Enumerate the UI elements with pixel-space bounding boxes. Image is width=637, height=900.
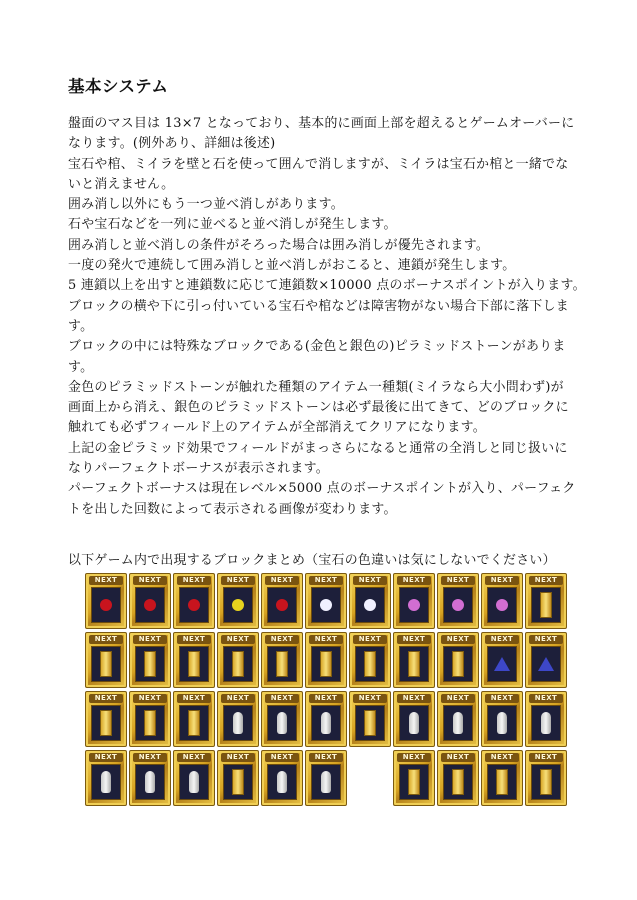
tile-window <box>399 646 429 682</box>
stone-block-icon <box>320 651 332 677</box>
next-label: NEXT <box>441 753 475 762</box>
tile-window <box>355 587 385 623</box>
body-line: 囲み消しと並べ消しの条件がそろった場合は囲み消しが優先されます。 <box>68 237 490 253</box>
mummy-icon <box>233 712 243 734</box>
body-line: なりパーフェクトボーナスが表示されます。 <box>68 461 329 477</box>
tile-window <box>355 705 385 741</box>
stone-block-icon <box>188 710 200 736</box>
gem-icon <box>408 599 420 611</box>
mummy-icon <box>277 771 287 793</box>
section-heading: 基本システム <box>68 77 169 96</box>
body-line: 5 連鎖以上を出すと連鎖数に応じて連鎖数×10000 点のボーナスポイントが入ります。 <box>68 278 586 294</box>
next-block-tile <box>393 750 435 806</box>
next-block-tile <box>305 632 347 688</box>
next-label: NEXT <box>177 635 211 644</box>
next-label: NEXT <box>485 694 519 703</box>
next-block-tile <box>217 632 259 688</box>
tile-window <box>135 587 165 623</box>
next-label: NEXT <box>221 694 255 703</box>
tile-window <box>399 587 429 623</box>
tile-window <box>443 646 473 682</box>
tile-window <box>531 705 561 741</box>
next-block-tile <box>525 632 567 688</box>
next-label: NEXT <box>133 694 167 703</box>
next-block-tile <box>525 750 567 806</box>
next-label: NEXT <box>309 576 343 585</box>
next-block-tile <box>305 691 347 747</box>
next-label: NEXT <box>309 753 343 762</box>
mummy-icon <box>321 771 331 793</box>
mummy-icon <box>101 771 111 793</box>
body-line: なります。(例外あり、詳細は後述) <box>68 136 276 152</box>
body-line: ブロックの横や下に引っ付いている宝石や棺などは障害物がない場合下部に落下しま <box>68 298 569 314</box>
next-block-tile <box>129 573 171 629</box>
stone-block-icon <box>364 710 376 736</box>
next-label: NEXT <box>89 635 123 644</box>
tile-window <box>135 646 165 682</box>
next-label: NEXT <box>265 753 299 762</box>
tile-window <box>399 705 429 741</box>
next-label: NEXT <box>397 753 431 762</box>
pyramid-icon <box>538 657 554 671</box>
next-block-tile <box>85 691 127 747</box>
next-label: NEXT <box>265 576 299 585</box>
next-block-tile <box>437 691 479 747</box>
tile-window <box>311 764 341 800</box>
next-block-tile <box>129 691 171 747</box>
mummy-icon <box>409 712 419 734</box>
stone-block-icon <box>232 769 244 795</box>
next-block-tile <box>217 750 259 806</box>
body-line: 触れても必ずフィールド上のアイテムが全部消えてクリアになります。 <box>68 420 486 436</box>
next-label: NEXT <box>529 635 563 644</box>
blocks-caption: 以下ゲーム内で出現するブロックまとめ（宝石の色違いは気にしないでください） <box>68 553 556 568</box>
next-block-tile <box>393 691 435 747</box>
next-block-tile <box>305 750 347 806</box>
gem-icon <box>232 599 244 611</box>
stone-block-icon <box>540 592 552 618</box>
next-block-tile <box>173 750 215 806</box>
gem-icon <box>452 599 464 611</box>
stone-block-icon <box>276 651 288 677</box>
next-label: NEXT <box>485 576 519 585</box>
stone-block-icon <box>232 651 244 677</box>
body-line: 上記の金ピラミッド効果でフィールドがまっさらになると通常の全消しと同じ扱いに <box>68 440 568 456</box>
next-block-tile <box>261 750 303 806</box>
next-label: NEXT <box>89 694 123 703</box>
tile-window <box>179 705 209 741</box>
tile-window <box>487 764 517 800</box>
next-block-tile <box>85 632 127 688</box>
mummy-icon <box>321 712 331 734</box>
stone-block-icon <box>144 651 156 677</box>
next-block-tile <box>393 573 435 629</box>
next-block-tile <box>129 632 171 688</box>
stone-block-icon <box>452 651 464 677</box>
tile-window <box>531 764 561 800</box>
tile-window <box>487 646 517 682</box>
stone-block-icon <box>100 651 112 677</box>
body-line: 宝石や棺、ミイラを壁と石を使って囲んで消しますが、ミイラは宝石か棺と一緒でな <box>68 156 569 172</box>
tile-window <box>311 646 341 682</box>
gem-icon <box>188 599 200 611</box>
gem-icon <box>100 599 112 611</box>
body-line: 盤面のマス目は 13×7 となっており、基本的に画面上部を超えるとゲームオーバーに <box>68 116 575 131</box>
stone-block-icon <box>144 710 156 736</box>
next-block-tile <box>481 750 523 806</box>
next-block-tile <box>305 573 347 629</box>
body-line: す。 <box>68 318 94 334</box>
next-block-tile <box>393 632 435 688</box>
tile-window <box>443 705 473 741</box>
tile-window <box>179 646 209 682</box>
tile-window <box>399 764 429 800</box>
mummy-icon <box>189 771 199 793</box>
next-block-tile <box>217 691 259 747</box>
tile-window <box>179 587 209 623</box>
empty-slot <box>349 750 391 806</box>
next-block-tile <box>85 750 127 806</box>
next-label: NEXT <box>353 694 387 703</box>
body-line: 囲み消し以外にもう一つ並べ消しがあります。 <box>68 197 344 213</box>
next-block-tile <box>217 573 259 629</box>
next-label: NEXT <box>221 576 255 585</box>
tile-window <box>267 764 297 800</box>
body-text <box>68 114 586 520</box>
next-block-tile <box>349 573 391 629</box>
next-block-tile <box>437 632 479 688</box>
body-line: す。 <box>68 359 94 375</box>
next-label: NEXT <box>89 576 123 585</box>
stone-block-icon <box>452 769 464 795</box>
tile-window <box>91 646 121 682</box>
stone-block-icon <box>540 769 552 795</box>
stone-block-icon <box>188 651 200 677</box>
gem-icon <box>276 599 288 611</box>
next-label: NEXT <box>397 635 431 644</box>
next-label: NEXT <box>529 694 563 703</box>
body-line: 石や宝石などを一列に並べると並べ消しが発生します。 <box>68 217 397 233</box>
next-block-tile <box>261 691 303 747</box>
tile-window <box>223 646 253 682</box>
next-block-tile <box>173 573 215 629</box>
mummy-icon <box>453 712 463 734</box>
tile-window <box>443 764 473 800</box>
next-label: NEXT <box>397 576 431 585</box>
next-block-tile <box>85 573 127 629</box>
tile-window <box>267 705 297 741</box>
tile-window <box>135 705 165 741</box>
body-line: ブロックの中には特殊なブロックである(金色と銀色の)ピラミッドストーンがありま <box>68 339 566 355</box>
next-block-tile <box>261 632 303 688</box>
body-line: 画面上から消え、銀色のピラミッドストーンは必ず最後に出てきて、どのブロックに <box>68 400 569 416</box>
body-line: トを出した回数によって表示される画像が変わります。 <box>68 501 397 517</box>
next-label: NEXT <box>177 753 211 762</box>
tile-window <box>355 646 385 682</box>
next-label: NEXT <box>353 576 387 585</box>
tile-window <box>179 764 209 800</box>
next-label: NEXT <box>309 635 343 644</box>
gem-icon <box>320 599 332 611</box>
pyramid-icon <box>494 657 510 671</box>
tile-window <box>267 587 297 623</box>
next-block-tile <box>481 691 523 747</box>
next-block-tile <box>437 573 479 629</box>
tile-window <box>91 587 121 623</box>
next-label: NEXT <box>353 635 387 644</box>
stone-block-icon <box>496 769 508 795</box>
tile-window <box>91 705 121 741</box>
next-block-tile <box>481 632 523 688</box>
gem-icon <box>144 599 156 611</box>
tile-window <box>223 764 253 800</box>
next-block-tile <box>129 750 171 806</box>
tile-window <box>443 587 473 623</box>
body-line: 一度の発火で連続して囲み消しと並べ消しがおこると、連鎖が発生します。 <box>68 258 516 274</box>
next-label: NEXT <box>221 635 255 644</box>
mummy-icon <box>497 712 507 734</box>
next-label: NEXT <box>529 753 563 762</box>
next-label: NEXT <box>529 576 563 585</box>
next-label: NEXT <box>441 694 475 703</box>
stone-block-icon <box>100 710 112 736</box>
next-label: NEXT <box>265 635 299 644</box>
tile-window <box>135 764 165 800</box>
next-label: NEXT <box>133 576 167 585</box>
mummy-icon <box>541 712 551 734</box>
next-label: NEXT <box>133 635 167 644</box>
body-line: 金色のピラミッドストーンが触れた種類のアイテム一種類(ミイラなら大小問わず)が <box>68 379 564 395</box>
tile-window <box>267 646 297 682</box>
next-label: NEXT <box>133 753 167 762</box>
gem-icon <box>364 599 376 611</box>
tile-window <box>223 587 253 623</box>
block-tile-grid <box>85 573 569 808</box>
next-block-tile <box>261 573 303 629</box>
next-block-tile <box>173 691 215 747</box>
next-block-tile <box>173 632 215 688</box>
next-block-tile <box>349 632 391 688</box>
tile-window <box>531 646 561 682</box>
next-block-tile <box>349 691 391 747</box>
tile-window <box>487 705 517 741</box>
next-label: NEXT <box>441 576 475 585</box>
mummy-icon <box>145 771 155 793</box>
next-label: NEXT <box>177 576 211 585</box>
stone-block-icon <box>364 651 376 677</box>
mummy-icon <box>277 712 287 734</box>
tile-window <box>487 587 517 623</box>
tile-window <box>223 705 253 741</box>
tile-window <box>311 587 341 623</box>
next-label: NEXT <box>177 694 211 703</box>
next-label: NEXT <box>485 635 519 644</box>
gem-icon <box>496 599 508 611</box>
next-block-tile <box>525 691 567 747</box>
next-label: NEXT <box>485 753 519 762</box>
next-block-tile <box>437 750 479 806</box>
stone-block-icon <box>408 651 420 677</box>
tile-window <box>91 764 121 800</box>
next-label: NEXT <box>265 694 299 703</box>
next-label: NEXT <box>309 694 343 703</box>
stone-block-icon <box>408 769 420 795</box>
next-label: NEXT <box>89 753 123 762</box>
body-line: いと消えません。 <box>68 176 175 192</box>
next-label: NEXT <box>441 635 475 644</box>
body-line: パーフェクトボーナスは現在レベル×5000 点のボーナスポイントが入り、パーフェク <box>68 481 576 497</box>
next-label: NEXT <box>221 753 255 762</box>
tile-window <box>531 587 561 623</box>
tile-window <box>311 705 341 741</box>
next-block-tile <box>525 573 567 629</box>
next-block-tile <box>481 573 523 629</box>
next-label: NEXT <box>397 694 431 703</box>
